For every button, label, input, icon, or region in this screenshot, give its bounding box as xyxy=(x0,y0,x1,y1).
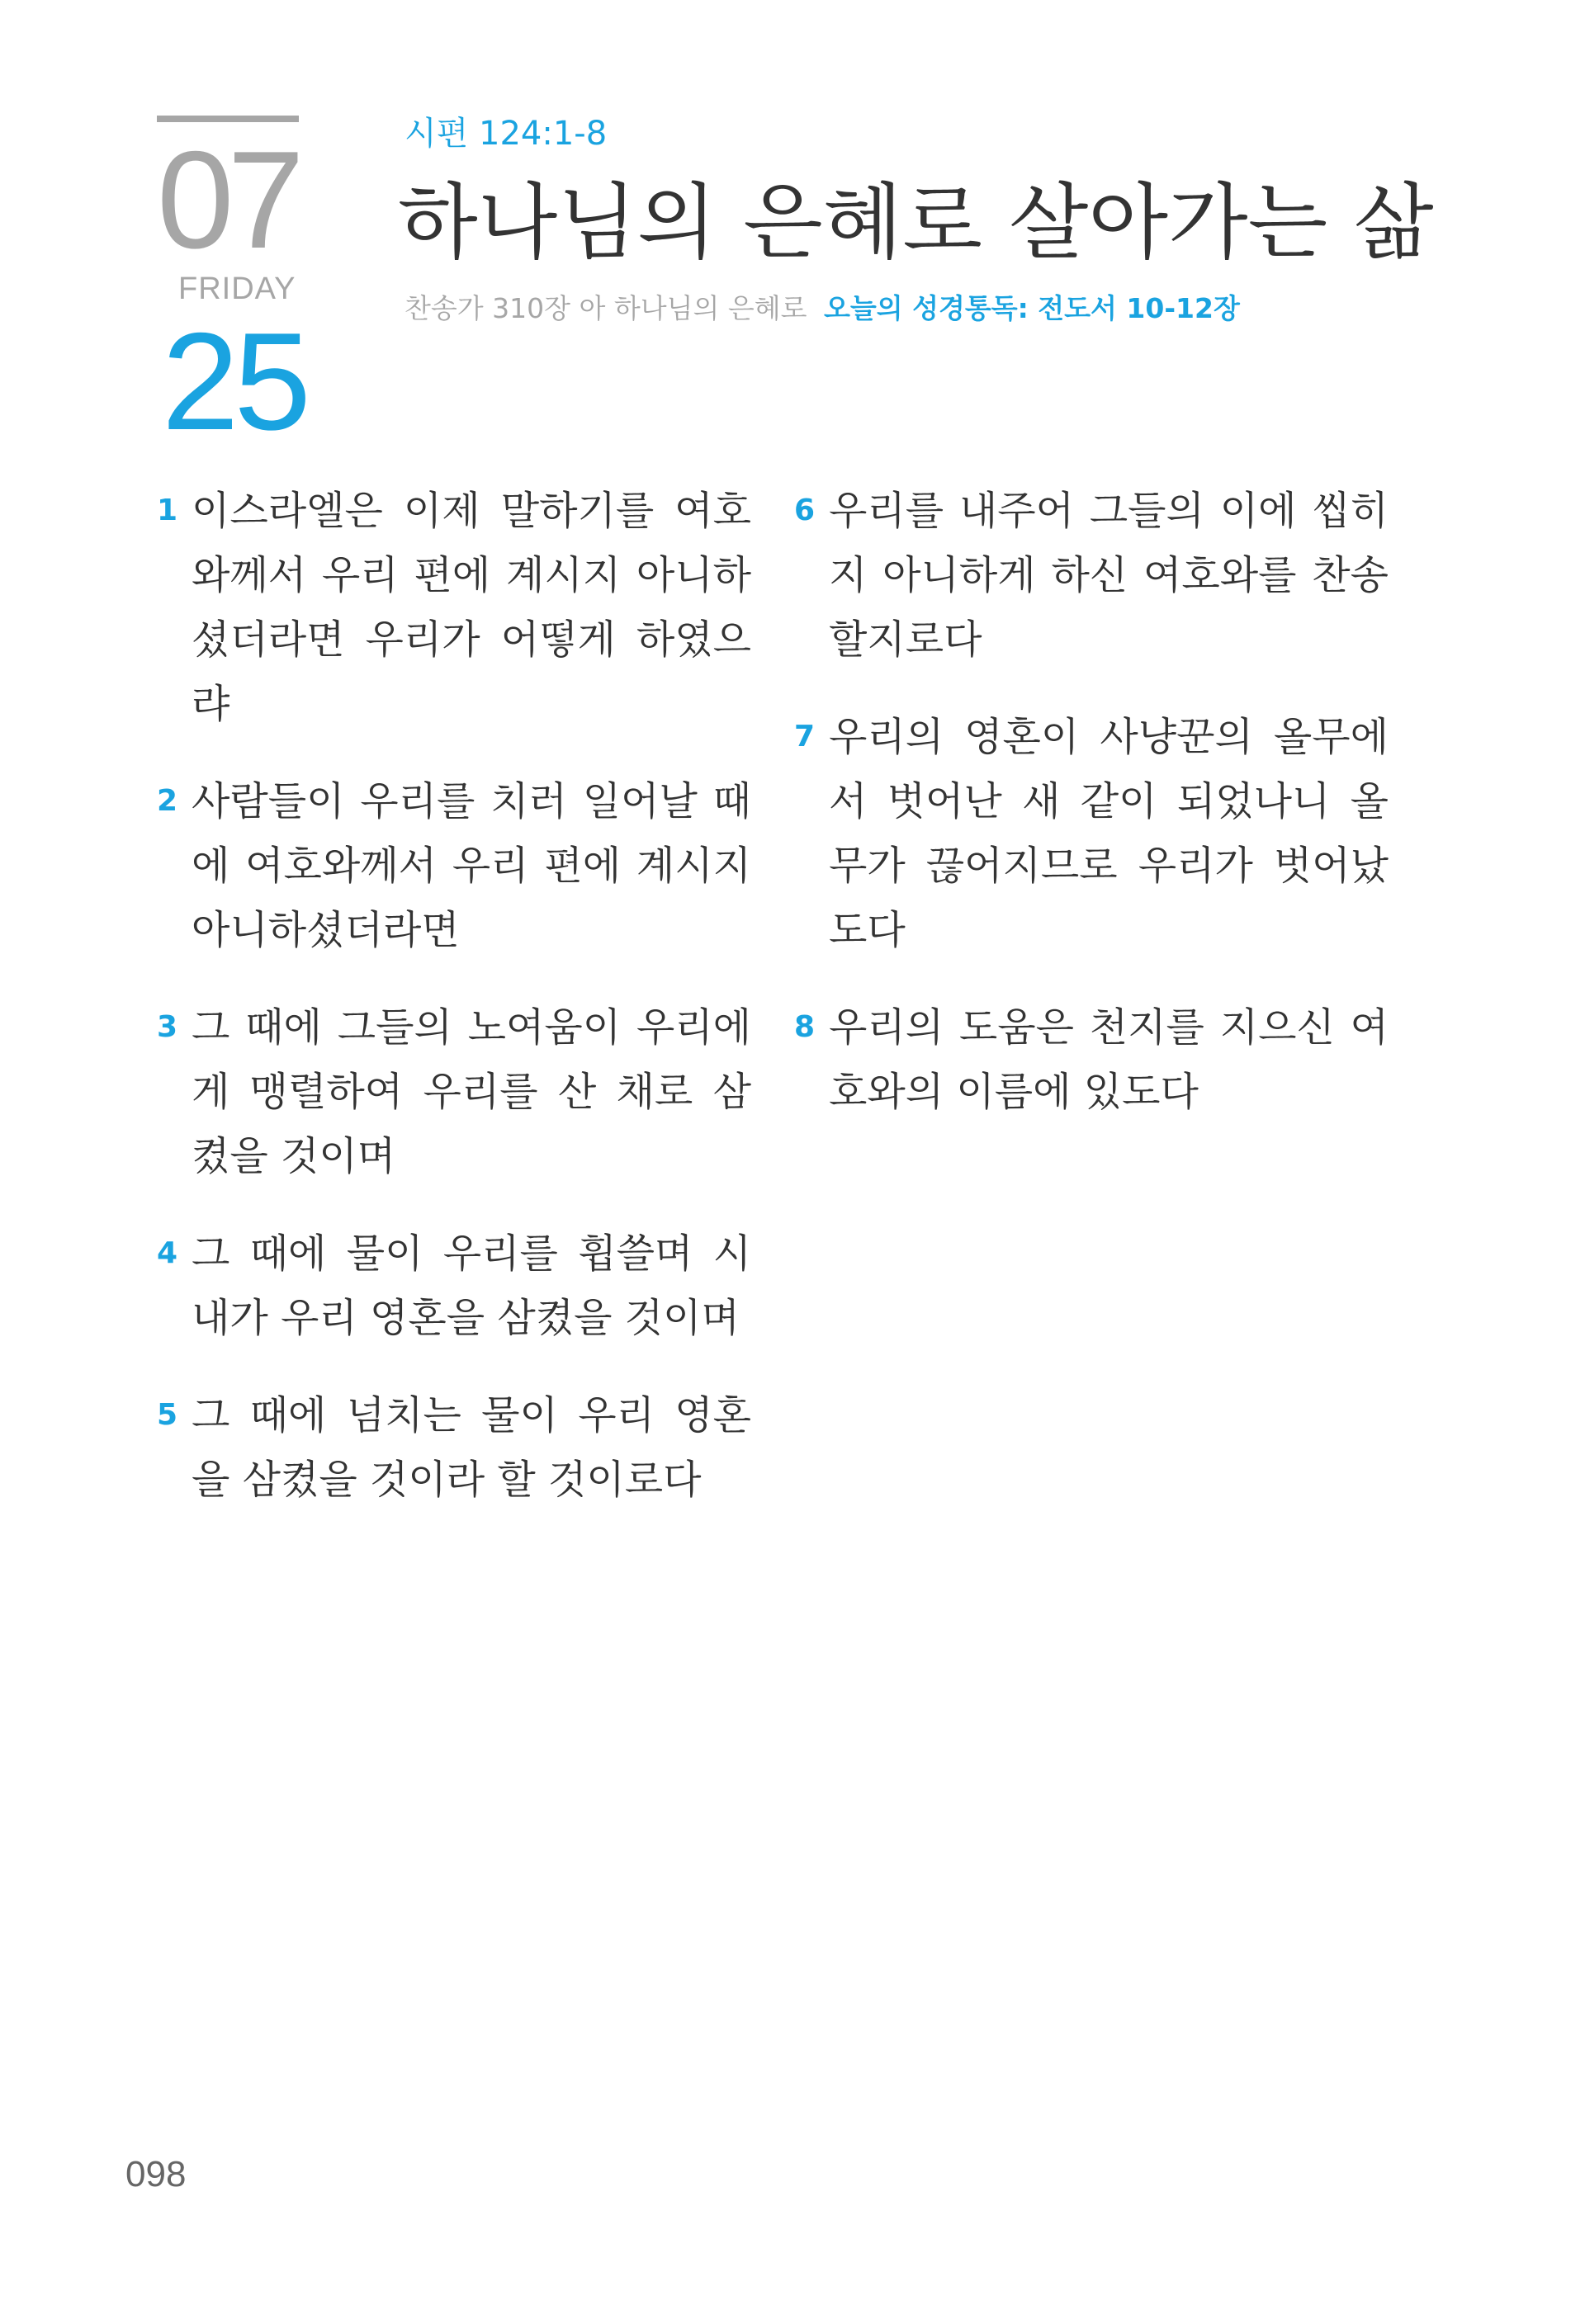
scripture-reference: 시편 124:1-8 xyxy=(405,115,608,153)
date-day: 25 xyxy=(162,304,306,459)
date-rule xyxy=(157,116,299,122)
verse-text: 우리의 도움은 천지를 지으신 여호와의 이름에 있도다 xyxy=(829,1004,1389,1115)
verse-number: 7 xyxy=(794,720,816,753)
verse-number: 5 xyxy=(157,1398,178,1432)
verse-number: 6 xyxy=(794,494,816,527)
verse-text: 이스라엘은 이제 말하기를 여호와께서 우리 편에 계시지 아니하셨더라면 우리가 어떻게 하였으랴 xyxy=(192,488,751,727)
verse-text: 그 때에 그들의 노여움이 우리에게 맹렬하여 우리를 산 채로 삼켰을 것이며 xyxy=(192,1004,751,1179)
verse-number: 2 xyxy=(157,784,178,818)
verse-number: 1 xyxy=(157,494,178,527)
hymn-info: 찬송가 310장 아 하나님의 은혜로 xyxy=(405,292,807,324)
verse-text: 그 때에 물이 우리를 휩쓸며 시내가 우리 영혼을 삼켰을 것이며 xyxy=(192,1230,751,1341)
verse-number: 3 xyxy=(157,1010,178,1044)
verse-number: 4 xyxy=(157,1236,178,1270)
verse xyxy=(157,1221,751,1350)
verse-text: 우리의 영혼이 사냥꾼의 올무에서 벗어난 새 같이 되었나니 올무가 끊어지므로 우리가 벗어났도다 xyxy=(829,714,1389,953)
verse xyxy=(157,769,751,962)
verse xyxy=(794,479,1389,672)
verses-right-column xyxy=(794,479,1389,1157)
date-month: 07 xyxy=(157,122,298,277)
verse xyxy=(157,1383,751,1512)
verse-text: 그 때에 넘치는 물이 우리 영혼을 삼켰을 것이라 할 것이로다 xyxy=(192,1392,751,1503)
verses-left-column xyxy=(157,479,751,1545)
verse-text: 우리를 내주어 그들의 이에 씹히지 아니하게 하신 여호와를 찬송할지로다 xyxy=(829,488,1389,663)
verse xyxy=(157,995,751,1188)
daily-reading: 오늘의 성경통독: 전도서 10-12장 xyxy=(823,292,1240,324)
page-number: 098 xyxy=(125,2154,187,2194)
verse xyxy=(157,479,751,736)
page-title: 하나님의 은혜로 살아가는 삶 xyxy=(398,174,1434,271)
date-weekday: FRIDAY xyxy=(178,272,296,306)
verse xyxy=(794,705,1389,962)
verse-text: 사람들이 우리를 치러 일어날 때에 여호와께서 우리 편에 계시지 아니하셨더라면 xyxy=(192,778,751,953)
verse-number: 8 xyxy=(794,1010,816,1044)
verse xyxy=(794,995,1389,1124)
sub-info xyxy=(405,290,1240,327)
